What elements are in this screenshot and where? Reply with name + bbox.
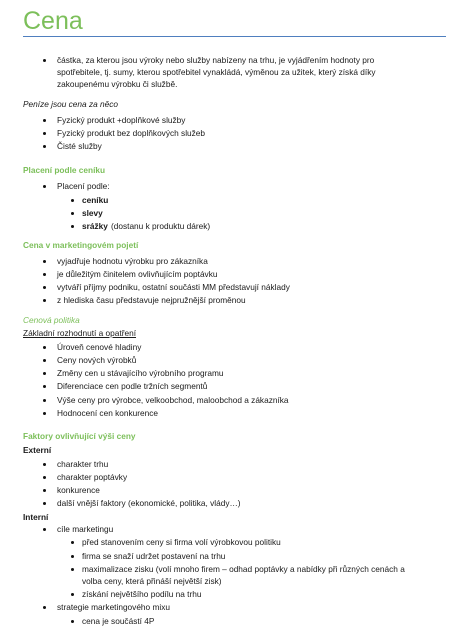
intro-line: zakoupenému výrobku či službě. <box>57 79 178 89</box>
list-item: Placení podle: <box>57 181 110 191</box>
bullet <box>43 145 46 148</box>
bullet <box>43 502 46 505</box>
bullet <box>43 185 46 188</box>
bullet <box>43 476 46 479</box>
list-item: Úroveň cenové hladiny <box>57 342 142 352</box>
section-heading: Peníze jsou cena za něco <box>23 99 119 109</box>
list-item: strategie marketingového mixu <box>57 602 170 612</box>
list-item: cíle marketingu <box>57 524 114 534</box>
sub-list-item: před stanovením ceny si firma volí výrobkovou politiku <box>82 537 281 547</box>
sub-list-item: ceníku <box>82 195 109 205</box>
sub-list-item: slevy <box>82 208 103 218</box>
bullet <box>71 199 74 202</box>
list-item: je důležitým činitelem ovlivňujícím poptávku <box>57 269 218 279</box>
sub-list-item: cena je součástí 4P <box>82 616 155 626</box>
list-item: Diferenciace cen podle tržních segmentů <box>57 381 208 391</box>
section-heading: Faktory ovlivňující výši ceny <box>23 431 136 441</box>
bullet <box>71 620 74 623</box>
bullet <box>43 273 46 276</box>
bullet <box>43 385 46 388</box>
bullet <box>71 212 74 215</box>
list-item: charakter trhu <box>57 459 109 469</box>
bullet <box>43 412 46 415</box>
bullet <box>71 568 74 571</box>
bullet <box>43 372 46 375</box>
intro-line: částka, za kterou jsou výroky nebo služby nabízeny na trhu, je vyjádřením hodnoty pro <box>57 55 375 65</box>
list-item: Ceny nových výrobků <box>57 355 137 365</box>
list-item: Fyzický produkt +doplňkové služby <box>57 115 186 125</box>
section-heading: Placení podle ceníku <box>23 165 106 175</box>
sub-list-item-continuation: volba ceny, která přináší největší zisk) <box>82 576 222 586</box>
bullet <box>71 555 74 558</box>
title-divider <box>23 36 446 37</box>
sub-list-item: maximalizace zisku (volí mnoho firem – odhad poptávky a nabídky při různých cenách a <box>82 564 405 574</box>
bullet <box>43 463 46 466</box>
bullet <box>43 299 46 302</box>
list-item: Hodnocení cen konkurence <box>57 408 159 418</box>
bullet <box>71 225 74 228</box>
list-item: konkurence <box>57 485 100 495</box>
list-item: Čisté služby <box>57 141 102 151</box>
bullet <box>43 399 46 402</box>
bullet <box>71 541 74 544</box>
sub-list-item: srážky <box>82 221 108 231</box>
page-title: Cena <box>23 7 83 35</box>
intro-line: spotřebitele, tj. sumy, kterou spotřebitel vynakládá, výměnou za užitek, který získá díky <box>57 67 376 77</box>
list-item: z hlediska času představuje nejpružnější proměnou <box>57 295 246 305</box>
subgroup-label: Interní <box>23 512 49 522</box>
bullet <box>43 528 46 531</box>
bullet <box>43 346 46 349</box>
section-heading: Cenová politika <box>23 315 80 325</box>
sub-list-note: (dostanu k produktu dárek) <box>111 221 211 231</box>
sub-list-item: firma se snaží udržet postavení na trhu <box>82 551 226 561</box>
section-subheading: Základní rozhodnutí a opatření <box>23 328 137 338</box>
list-item: vytváří příjmy podniku, ostatní součásti MM představují náklady <box>57 282 290 292</box>
list-item: Změny cen u stávajícího výrobního programu <box>57 368 224 378</box>
bullet <box>43 489 46 492</box>
list-item: vyjadřuje hodnotu výrobku pro zákazníka <box>57 256 208 266</box>
bullet <box>43 132 46 135</box>
sub-list-item: získání největšího podílu na trhu <box>82 589 202 599</box>
bullet <box>43 286 46 289</box>
bullet <box>43 260 46 263</box>
subgroup-label: Externí <box>23 445 52 455</box>
bullet <box>43 59 46 62</box>
bullet <box>43 359 46 362</box>
section-heading: Cena v marketingovém pojetí <box>23 240 139 250</box>
list-item: Výše ceny pro výrobce, velkoobchod, maloobchod a zákazníka <box>57 395 289 405</box>
list-item: další vnější faktory (ekonomické, politika, vlády…) <box>57 498 241 508</box>
bullet <box>43 119 46 122</box>
bullet <box>71 593 74 596</box>
bullet <box>43 606 46 609</box>
list-item: Fyzický produkt bez doplňkových služeb <box>57 128 206 138</box>
list-item: charakter poptávky <box>57 472 128 482</box>
